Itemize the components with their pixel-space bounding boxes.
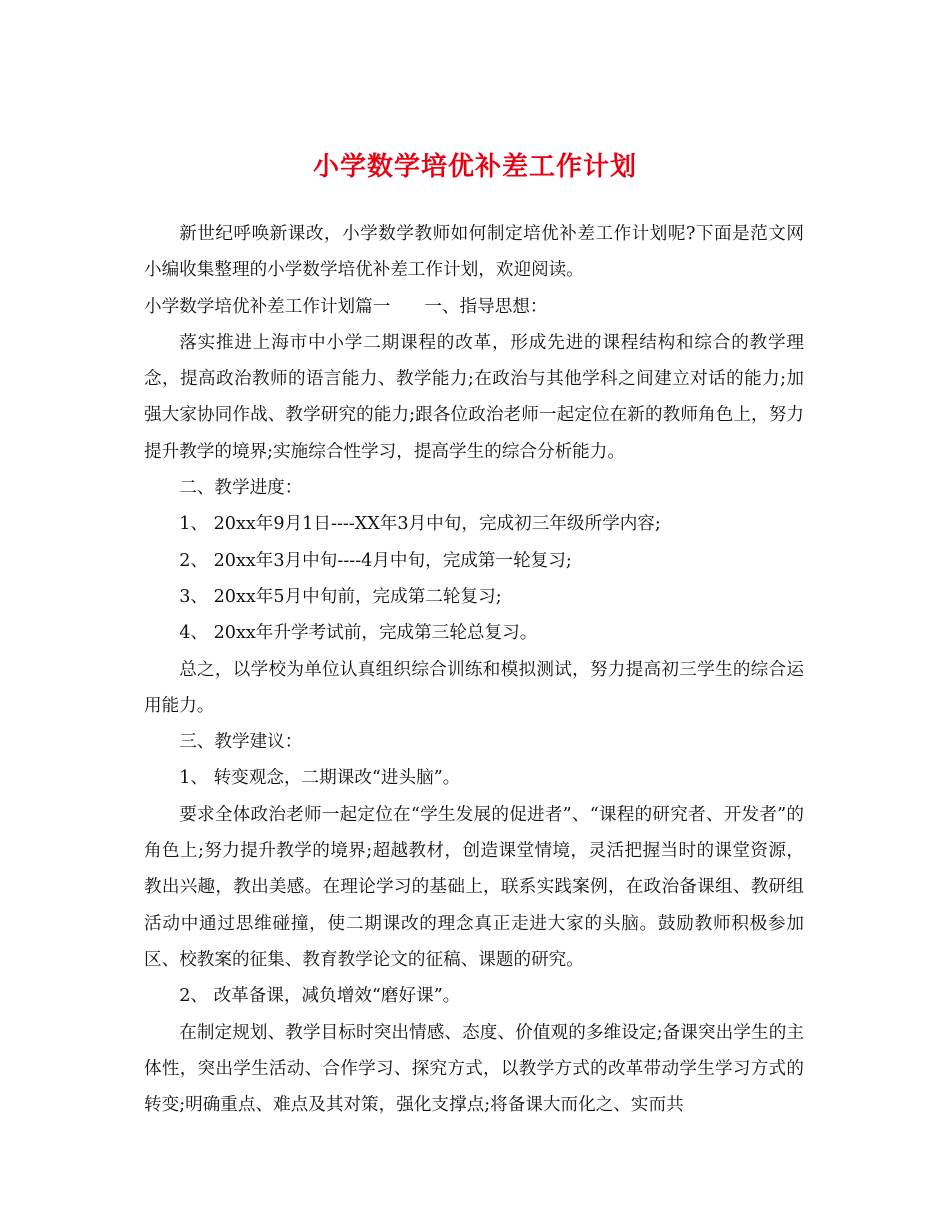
heading-teaching-suggestions: 三、教学建议： [179, 732, 303, 753]
document-title: 小学数学培优补差工作计划 [312, 152, 637, 182]
heading-teaching-progress: 二、教学进度： [179, 478, 303, 499]
heading-guiding-ideas: 一、指导思想： [424, 296, 548, 317]
section-heading-line [144, 289, 804, 325]
paragraph-suggestion-2: 在制定规划、教学目标时突出情感、态度、价值观的多维设定;备课突出学生的主体性，突出学生活动、合作学习、探究方式，以教学方式的改革带动学生学习方式的转变;明确重点、难点及其对策，强化支撑点;将备课大而化之、实而共 [144, 1022, 804, 1116]
suggestion-item-2: 2、 改革备课，减负增效“磨好课”。 [179, 986, 461, 1007]
summary-paragraph: 总之，以学校为单位认真组织综合训练和模拟测试，努力提高初三学生的综合运用能力。 [144, 659, 804, 716]
progress-item-2: 2、 20xx年3月中旬----4月中旬，完成第一轮复习; [179, 550, 572, 571]
suggestion-item-1: 1、 转变观念，二期课改“进头脑”。 [179, 768, 461, 789]
intro-paragraph: 新世纪呼唤新课改，小学数学教师如何制定培优补差工作计划呢?下面是范文网小编收集整理的小学数学培优补差工作计划，欢迎阅读。 [144, 224, 804, 281]
paragraph-suggestion-1: 要求全体政治老师一起定位在“学生发展的促进者”、“课程的研究者、开发者”的角色上;努力提升教学的境界;超越教材，创造课堂情境，灵活把握当时的课堂资源，教出兴趣，教出美感。在理论学习的基础上，联系实践案例，在政治备课组、教研组活动中通过思维碰撞，使二期课改的理念真正走进大家的头脑。鼓励教师积极参加区、校教案的征集、教育教学论文的征稿、课题的研究。 [144, 804, 804, 970]
document-body [144, 216, 804, 1123]
section-heading: 小学数学培优补差工作计划篇一 [144, 296, 391, 317]
progress-item-3: 3、 20xx年5月中旬前，完成第二轮复习; [179, 586, 502, 607]
paragraph-guiding-ideas: 落实推进上海市中小学二期课程的改革，形成先进的课程结构和综合的教学理念，提高政治教师的语言能力、教学能力;在政治与其他学科之间建立对话的能力;加强大家协同作战、教学研究的能力;跟各位政治老师一起定位在新的教师角色上，努力提升教学的境界;实施综合性学习，提高学生的综合分析能力。 [144, 332, 804, 462]
progress-item-1: 1、 20xx年9月1日----XX年3月中旬，完成初三年级所学内容; [179, 514, 661, 535]
progress-item-4: 4、 20xx年升学考试前，完成第三轮总复习。 [179, 623, 538, 644]
